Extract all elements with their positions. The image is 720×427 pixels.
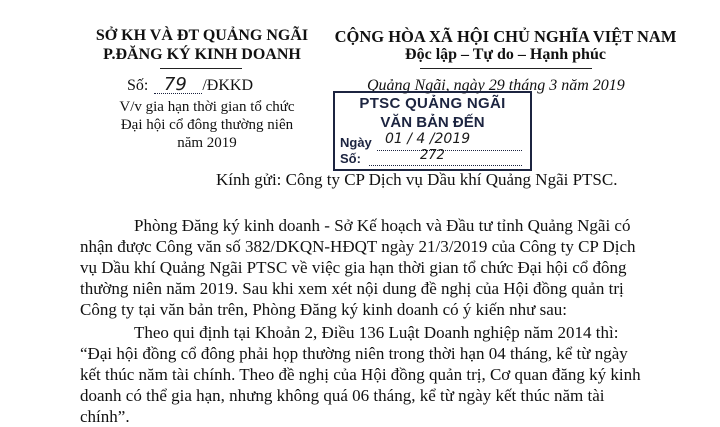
stamp-number-value: 272 — [420, 148, 445, 163]
subject-line: V/v gia hạn thời gian tổ chức — [119, 99, 295, 115]
document-number-handwritten: 79 — [163, 74, 187, 95]
stamp-title: VĂN BẢN ĐẾN — [380, 114, 485, 131]
paragraph-line: nhận được Công văn số 382/DKQN-HĐQT ngày 21/3/2019 của Công ty CP Dịch — [80, 237, 636, 256]
paragraph-line: Phòng Đăng ký kinh doanh - Sở Kế hoạch và Đầu tư tỉnh Quảng Ngãi có — [134, 216, 631, 235]
body-paragraph-1 — [80, 215, 652, 320]
document-number — [127, 74, 253, 95]
received-stamp — [333, 91, 532, 171]
recipient-line: Kính gửi: Công ty CP Dịch vụ Dầu khí Quảng Ngãi PTSC. — [216, 170, 618, 189]
stamp-number-dots — [369, 165, 522, 166]
paragraph-line: kết thúc năm tài chính. Theo đề nghị của Hội đồng quản trị, Cơ quan đăng ký kinh — [80, 365, 641, 384]
paragraph-line: “Đại hội đồng cổ đông phải họp thường niên trong thời hạn 04 tháng, kể từ ngày — [80, 344, 628, 363]
stamp-date-label: Ngày — [340, 135, 372, 150]
paragraph-line: chính”. — [80, 407, 130, 426]
stamp-organization: PTSC QUẢNG NGÃI — [359, 95, 506, 112]
national-motto: Độc lập – Tự do – Hạnh phúc — [405, 46, 606, 63]
issuing-agency: SỞ KH VÀ ĐT QUẢNG NGÃI — [95, 27, 309, 44]
issuing-department: P.ĐĂNG KÝ KINH DOANH — [103, 46, 301, 63]
left-header-underline — [160, 68, 242, 69]
subject-line: Đại hội cổ đông thường niên — [120, 117, 294, 133]
paragraph-line: Công ty tại văn bản trên, Phòng Đăng ký kinh doanh có ý kiến như sau: — [80, 300, 568, 319]
national-title: CỘNG HÒA XÃ HỘI CHỦ NGHĨA VIỆT NAM — [334, 27, 677, 46]
paragraph-line: thường niên năm 2019. Sau khi xem xét nội dung đề nghị của Hội đồng quản trị — [80, 279, 624, 298]
motto-underline — [420, 68, 592, 69]
place-date: Quảng Ngãi, ngày 29 tháng 3 năm 2019 — [367, 77, 625, 94]
document-number-suffix: /ĐKKD — [202, 77, 254, 94]
paragraph-line: Theo qui định tại Khoản 2, Điều 136 Luật Doanh nghiệp năm 2014 thì: — [134, 323, 619, 342]
stamp-date-value: 01 / 4 /2019 — [385, 131, 471, 147]
document-number-dots — [154, 93, 202, 94]
stamp-date-dots — [377, 150, 522, 151]
subject-line: năm 2019 — [177, 135, 237, 151]
body-paragraph-2 — [80, 322, 652, 427]
paragraph-line: vụ Dầu khí Quảng Ngãi PTSC về việc gia hạn thời gian tổ chức Đại hội cổ đông — [80, 258, 627, 277]
document-number-prefix: Số: — [127, 77, 149, 94]
stamp-number-label: Số: — [340, 151, 361, 166]
paragraph-line: doanh có thể gia hạn, nhưng không quá 06 tháng, kể từ ngày kết thúc năm tài — [80, 386, 605, 405]
